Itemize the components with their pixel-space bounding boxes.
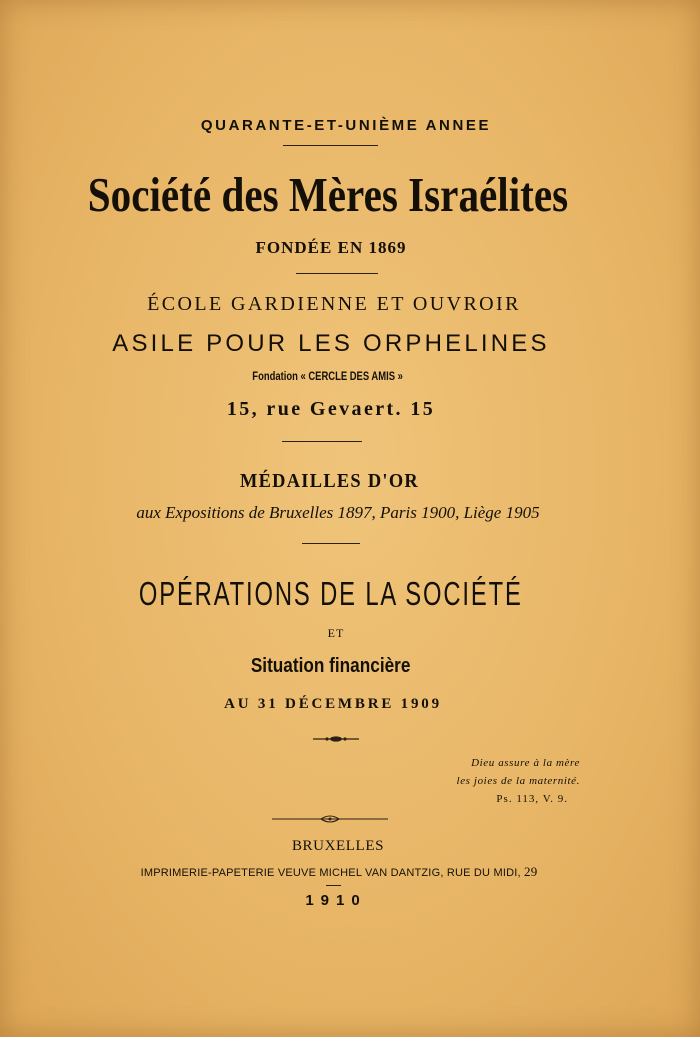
awards-title: MÉDAILLES D'OR <box>239 470 420 492</box>
printer-street-number: 29 <box>524 864 538 879</box>
imprint-city: BRUXELLES <box>291 838 385 854</box>
report-date: AU 31 DÉCEMBRE 1909 <box>224 696 442 712</box>
divider-rule <box>302 543 360 544</box>
foundation-line: Fondation « CERCLE DES AMIS » <box>252 371 403 383</box>
divider-rule <box>296 273 378 274</box>
orphanage-line: ASILE POUR LES ORPHELINES <box>112 330 550 357</box>
divider-rule <box>282 441 362 442</box>
epigraph-line: les joies de la maternité. <box>456 775 580 787</box>
epigraph-reference: Ps. 113, V. 9. <box>496 793 568 805</box>
epigraph <box>420 754 580 808</box>
ornament-divider-icon <box>271 813 389 825</box>
imprint-printer <box>0 865 689 879</box>
expositions-line: aux Expositions de Bruxelles 1897, Paris 1900, Liège 1905 <box>136 503 540 522</box>
school-line: ÉCOLE GARDIENNE ET OUVROIR <box>147 293 521 315</box>
ornament-divider-icon <box>312 734 360 744</box>
report-subtitle: Situation financière <box>250 655 411 677</box>
founded-line: FONDÉE EN 1869 <box>255 238 407 257</box>
divider-rule <box>326 885 341 886</box>
divider-rule <box>283 145 378 146</box>
edition-year-line: QUARANTE-ET-UNIÈME ANNEE <box>200 117 492 134</box>
report-title: OPÉRATIONS DE LA SOCIÉTÉ <box>138 575 523 612</box>
imprint-year: 1910 <box>305 892 367 909</box>
society-title: Société des Mères Israélites <box>87 167 569 222</box>
printer-name: IMPRIMERIE-PAPETERIE VEUVE MICHEL VAN DANTZIG, RUE DU MIDI, <box>140 867 521 879</box>
epigraph-line: Dieu assure à la mère <box>471 757 580 769</box>
address-line: 15, rue Gevaert. 15 <box>226 398 436 420</box>
conjunction: ET <box>327 626 345 640</box>
